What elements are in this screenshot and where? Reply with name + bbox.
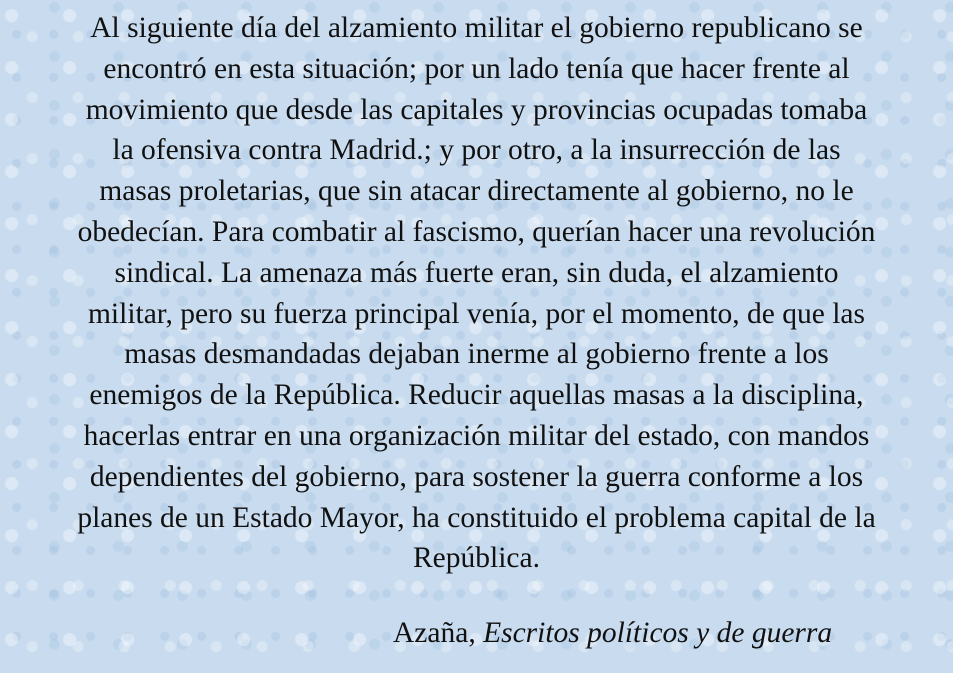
- quote-line: dependientes del gobierno, para sostener la guerra conforme a los: [89, 460, 864, 493]
- quote-line: obedecían. Para combatir al fascismo, querían hacer una revolución: [77, 215, 876, 248]
- quote-line: sindical. La amenaza más fuerte eran, sin duda, el alzamiento: [114, 256, 839, 289]
- quote-line: encontró en esta situación; por un lado tenía que hacer frente al: [103, 52, 850, 85]
- quote-line: militar, pero su fuerza principal venía, por el momento, de que las: [87, 297, 866, 330]
- quote-line: República.: [413, 542, 540, 575]
- attribution: [393, 613, 953, 653]
- quote-line: la ofensiva contra Madrid.; y por otro, a la insurrección de las: [112, 134, 841, 167]
- quote-line: enemigos de la República. Reducir aquellas masas a la disciplina,: [89, 379, 864, 412]
- quote-text: [0, 8, 953, 579]
- quote-line: masas desmandadas dejaban inerme al gobierno frente a los: [124, 338, 829, 371]
- attribution-author: Azaña,: [393, 617, 476, 649]
- quote-line: planes de un Estado Mayor, ha constituido el problema capital de la: [77, 501, 876, 534]
- quote-line: movimiento que desde las capitales y provincias ocupadas tomaba: [85, 93, 868, 126]
- quote-line: hacerlas entrar en una organización militar del estado, con mandos: [83, 419, 870, 452]
- quote-line: Al siguiente día del alzamiento militar el gobierno republicano se: [90, 12, 863, 44]
- quote-line: masas proletarias, que sin atacar directamente al gobierno, no le: [99, 175, 854, 208]
- attribution-work-title: Escritos políticos y de guerra: [483, 617, 833, 649]
